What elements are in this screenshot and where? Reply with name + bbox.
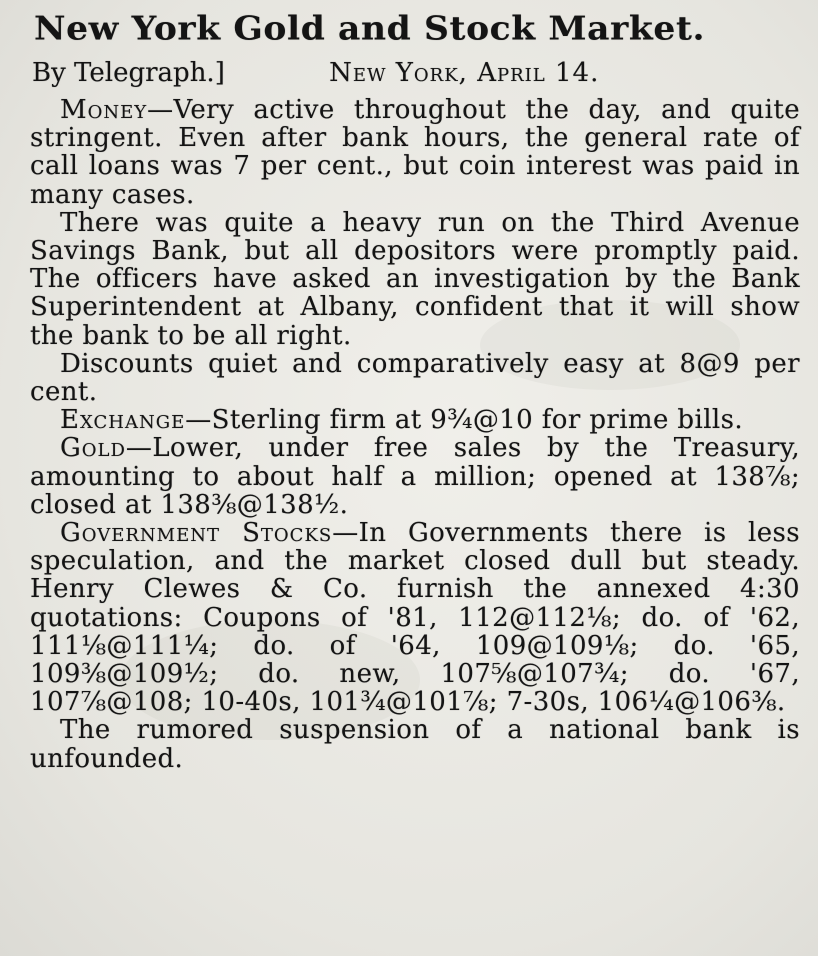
paragraph-rumor	[30, 716, 800, 772]
paragraph-text: There was quite a heavy run on the Third Avenue Savings Bank, but all depositors were promptly paid. The officers have asked an investigation by the Bank Superintendent at Albany, confident that it will show the bank to be all right.	[30, 207, 800, 351]
paragraph-lead: Money	[60, 95, 148, 125]
news-article	[30, 6, 800, 773]
byline: By Telegraph.]	[32, 58, 225, 88]
paragraph-discounts	[30, 350, 800, 406]
paragraph-lead: Exchange	[60, 405, 186, 436]
paragraph-government-stocks	[30, 519, 800, 716]
paragraph-lead: Gold	[60, 433, 126, 464]
paragraph-exchange	[30, 406, 800, 434]
paragraph-text: Discounts quiet and comparatively easy at 8@9 per cent.	[30, 348, 800, 408]
paragraph-text: The rumored suspension of a national bank is unfounded.	[30, 715, 800, 774]
headline: New York Gold and Stock Market.	[34, 10, 706, 48]
paragraph-savings-bank	[30, 209, 800, 350]
dateline: New York, April 14.	[329, 58, 600, 88]
paragraph-lead: Government Stocks	[60, 518, 333, 549]
paragraph-text: —Very active throughout the day, and quite stringent. Even after bank hours, the general rate of call loans was 7 per cent., but coin interest was paid in many cases.	[30, 95, 800, 210]
dateline-row	[32, 56, 800, 90]
paragraph-money	[30, 96, 800, 209]
paragraph-text: —In Governments there is less speculation, and the market closed dull but steady. Henry Clewes & Co. furnish the annexed 4:30 quotations: Coupons of '81, 112@112⅛; do. of '62, 111⅛@111¼; do. of '64, 109@109⅛; do. '65, 109⅜@109½; do. new, 107⅝@107¾; do. '67, 107⅞@108; 10-40s, 101¾@101⅞; 7-30s, 106¼@106⅜.	[30, 518, 800, 718]
paragraph-text: —Lower, under free sales by the Treasury, amounting to about half a million; opened at 138⅞; closed at 138⅜@138½.	[30, 433, 800, 520]
paragraph-text: —Sterling firm at 9¾@10 for prime bills.	[185, 405, 744, 436]
paragraph-gold	[30, 434, 800, 519]
